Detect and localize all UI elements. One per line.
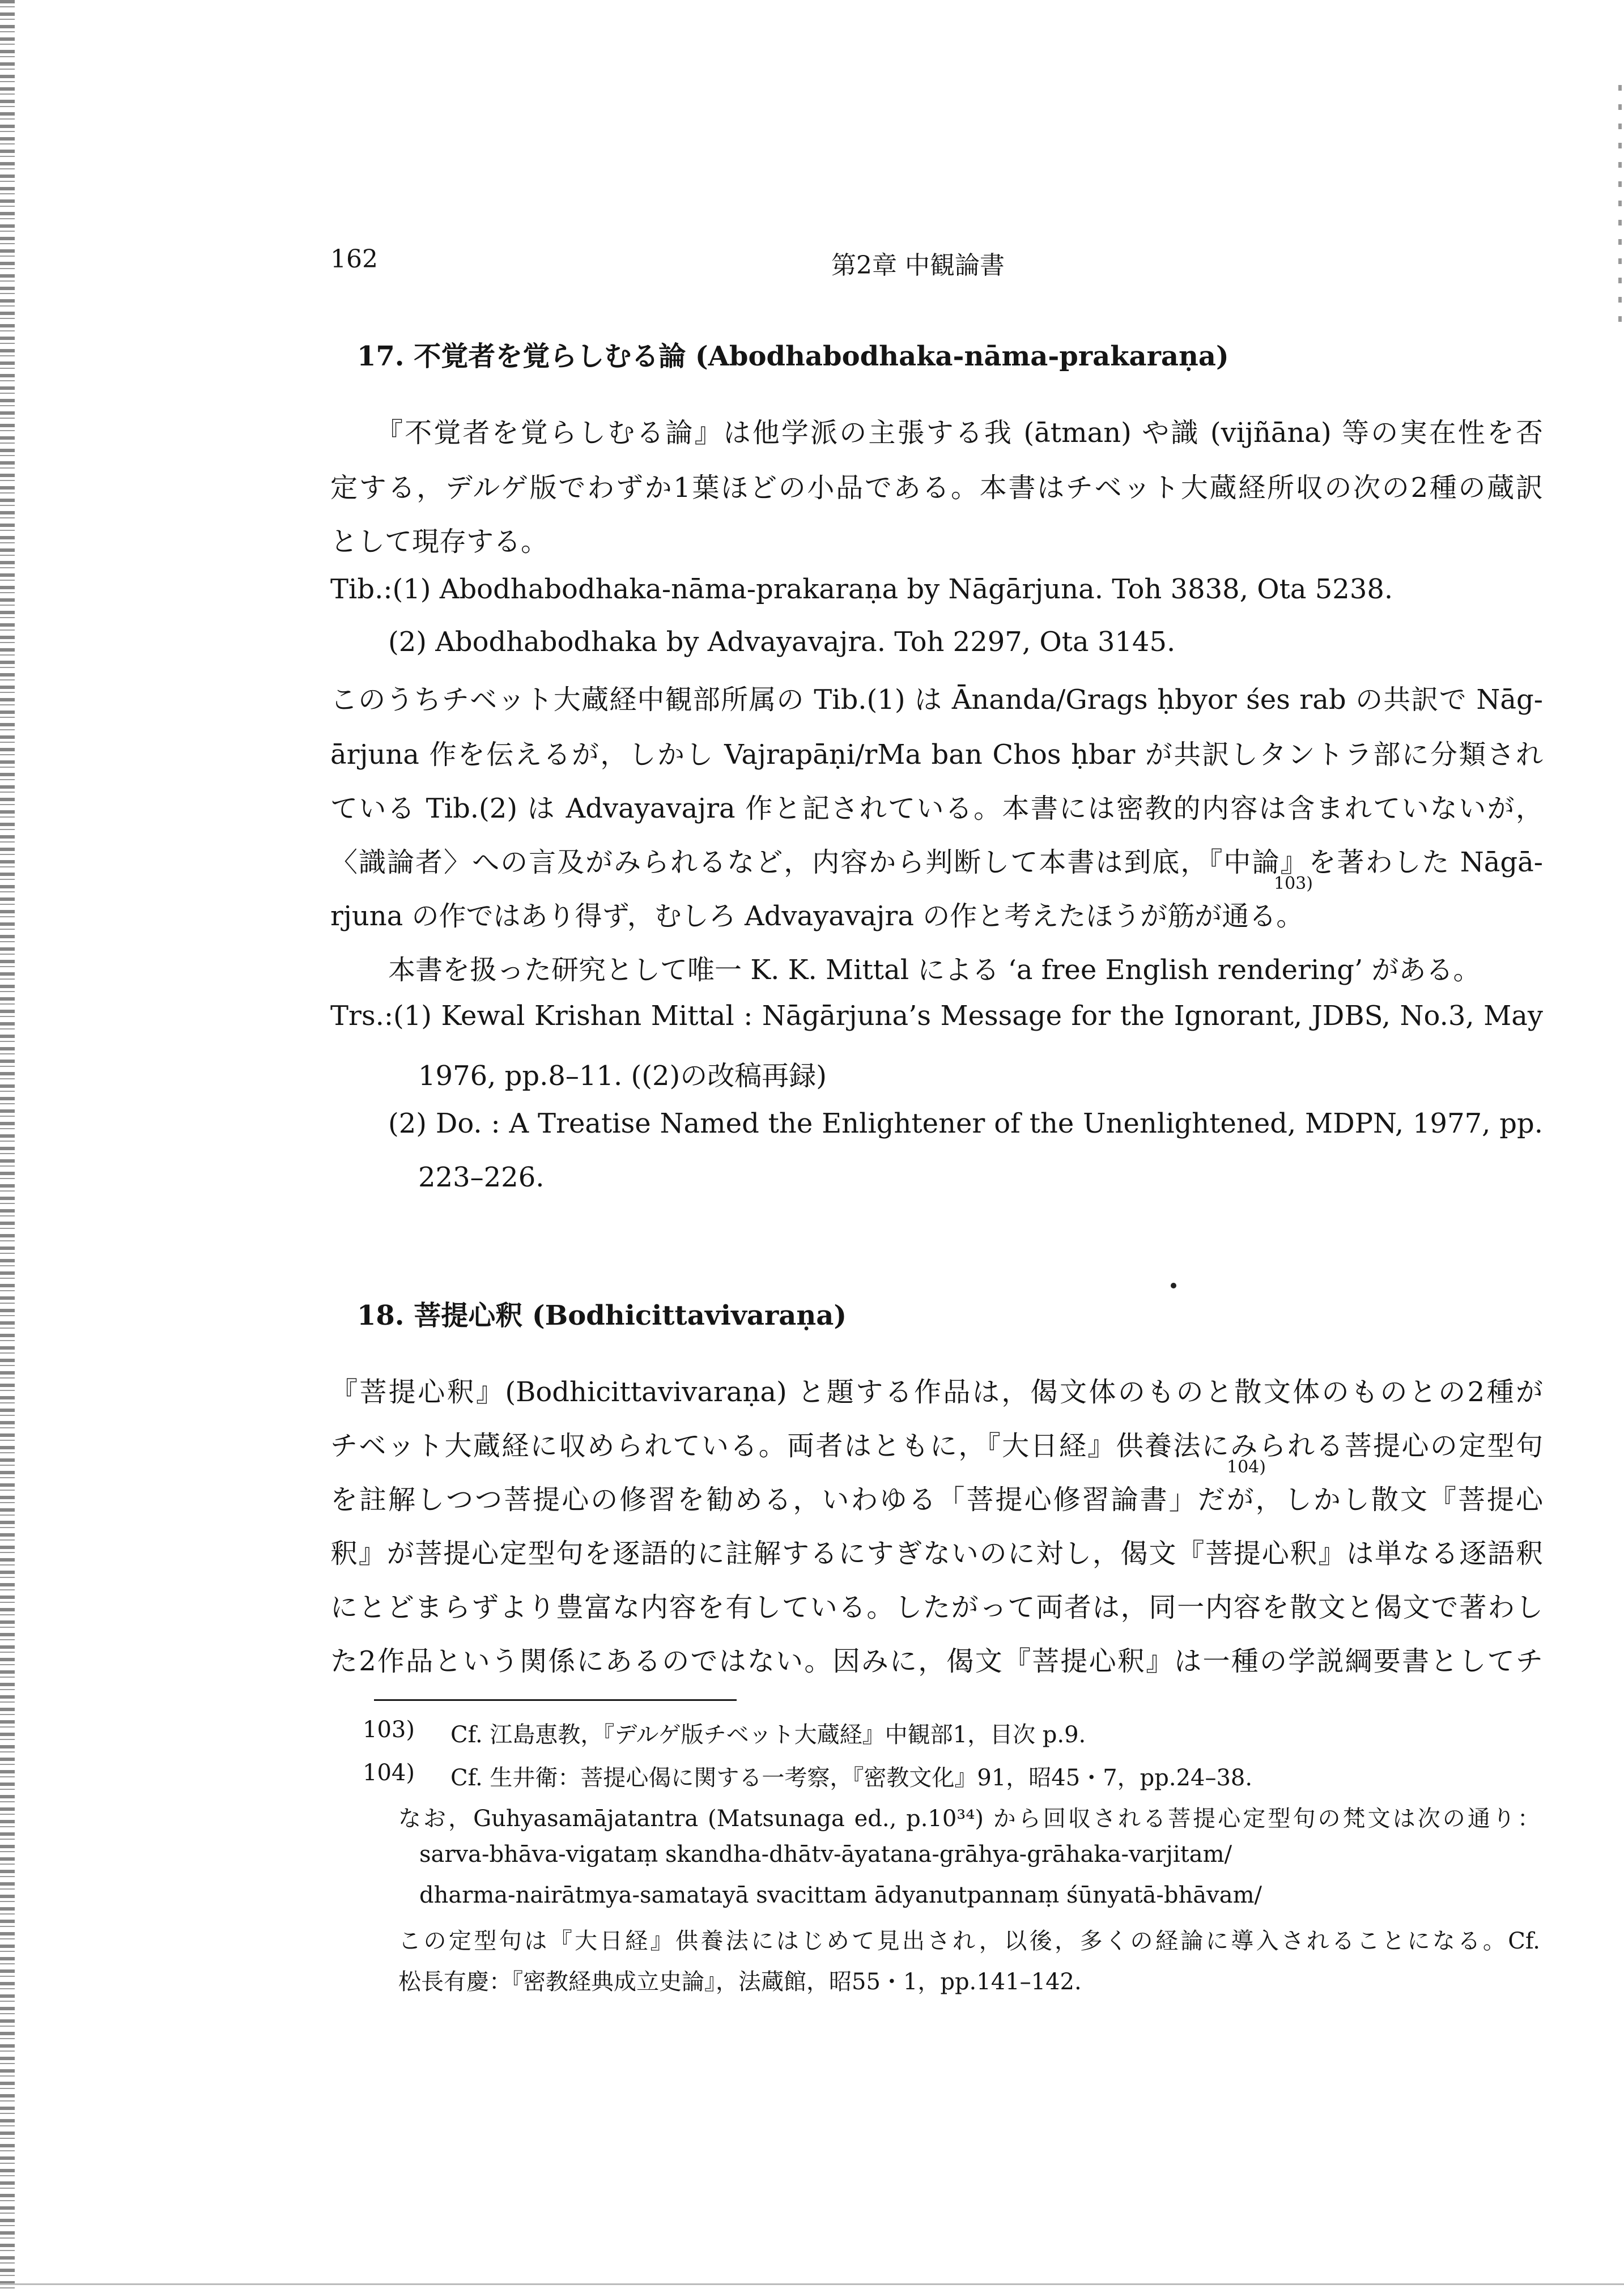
sanskrit-line: sarva-bhāva-vigataṃ skandha-dhātv-āyatana-grāhya-grāhaka-varjitam/ [419,1841,1232,1867]
footnote-marker: 104) [1227,1457,1266,1477]
translation-line: 1976, pp.8–11. ((2)の改稿再録) [418,1060,827,1092]
paragraph-line: 釈』が菩提心定型句を逐語的に註解するにすぎないのに対し，偈文『菩提心釈』は単なる逐語釈 [330,1538,1543,1569]
scan-edge-artifact [1618,85,1622,323]
page-number: 162 [330,245,378,274]
section-heading-17: 17. 不覚者を覚らしむる論 (Abodhabodhaka-nāma-prakaraṇa) [357,341,1229,372]
footnote-continuation: なお，Guhyasamājatantra (Matsunaga ed., p.10³⁴) から回収される菩提心定型句の梵文は次の通り： [398,1806,1540,1832]
running-head: 第2章 中観論書 [831,251,1005,280]
footnote-text: Cf. 江島恵教，『デルゲ版チベット大蔵経』中観部1，目次 p.9. [450,1722,1086,1748]
paragraph-line: このうちチベット大蔵経中観部所属の Tib.(1) は Ānanda/Grags ḥbyor śes rab の共訳で Nāg- [330,684,1543,716]
footnote-continuation: 松長有慶：『密教経典成立史論』，法蔵館，昭55・1，pp.141–142. [398,1969,1082,1995]
paragraph-line: ārjuna 作を伝えるが，しかし Vajrapāṇi/rMa ban Chos ḥbar が共訳しタントラ部に分類され [330,739,1543,771]
scan-edge-artifact [0,2283,1624,2285]
scan-dot [1171,1283,1176,1288]
translation-line: Trs.:(1) Kewal Krishan Mittal : Nāgārjuna’s Message for the Ignorant, JDBS, No.3, May [330,1000,1543,1032]
translation-line: 223–226. [418,1162,545,1193]
footnote-number: 103) [363,1717,415,1743]
paragraph-line: ている Tib.(2) は Advayavajra 作と記されている。本書には密教的内容は含まれていないが， [330,793,1543,824]
paragraph-line: にとどまらずより豊富な内容を有している。したがって両者は，同一内容を散文と偈文で著わし [330,1592,1543,1623]
paragraph-line: rjuna の作ではあり得ず，むしろ Advayavajra の作と考えたほうが筋が通る。 [330,900,1304,932]
paragraph-line: た2作品という関係にあるのではない。因みに，偈文『菩提心釈』は一種の学説綱要書としてチ [330,1645,1543,1677]
paragraph-line: 定する，デルゲ版でわずか1葉ほどの小品である。本書はチベット大蔵経所収の次の2種の蔵訳 [330,472,1543,504]
reference-line: (2) Abodhabodhaka by Advayavajra. Toh 2297, Ota 3145. [388,626,1176,658]
section-heading-18: 18. 菩提心釈 (Bodhicittavivaraṇa) [357,1300,847,1331]
scan-edge-artifact [0,0,15,2293]
footnote-rule [374,1699,737,1701]
paragraph-line: チベット大蔵経に収められている。両者はともに，『大日経』供養法にみられる菩提心の定型句 [330,1430,1543,1462]
translation-line: (2) Do. : A Treatise Named the Enlightener of the Unenlightened, MDPN, 1977, pp. [388,1108,1543,1139]
sanskrit-line: dharma-nairātmya-samatayā svacittam ādyanutpannaṃ śūnyatā-bhāvam/ [419,1882,1262,1908]
reference-line: Tib.:(1) Abodhabodhaka-nāma-prakaraṇa by Nāgārjuna. Toh 3838, Ota 5238. [330,573,1393,605]
footnote-number: 104) [363,1760,415,1786]
footnote-marker: 103) [1274,874,1313,894]
paragraph-line: として現存する。 [330,526,549,558]
paragraph-line: 〈識論者〉への言及がみられるなど，内容から判断して本書は到底，『中論』を著わした Nāgā- [330,846,1543,878]
paragraph-line: 『菩提心釈』(Bodhicittavivaraṇa) と題する作品は，偈文体のものと散文体のものとの2種が [330,1376,1543,1408]
paragraph-line: 『不覚者を覚らしむる論』は他学派の主張する我 (ātman) や識 (vijñāna) 等の実在性を否 [376,417,1543,449]
paragraph-line: 本書を扱った研究として唯一 K. K. Mittal による ‘a free English rendering’ がある。 [388,954,1481,986]
paragraph-line: を註解しつつ菩提心の修習を勧める，いわゆる「菩提心修習論書」だが，しかし散文『菩提心 [330,1484,1543,1516]
footnote-text: Cf. 生井衛：菩提心偈に関する一考察，『密教文化』91，昭45・7，pp.24–38. [450,1765,1253,1791]
footnote-continuation: この定型句は『大日経』供養法にはじめて見出され，以後，多くの経論に導入されることになる。Cf. [398,1928,1540,1954]
